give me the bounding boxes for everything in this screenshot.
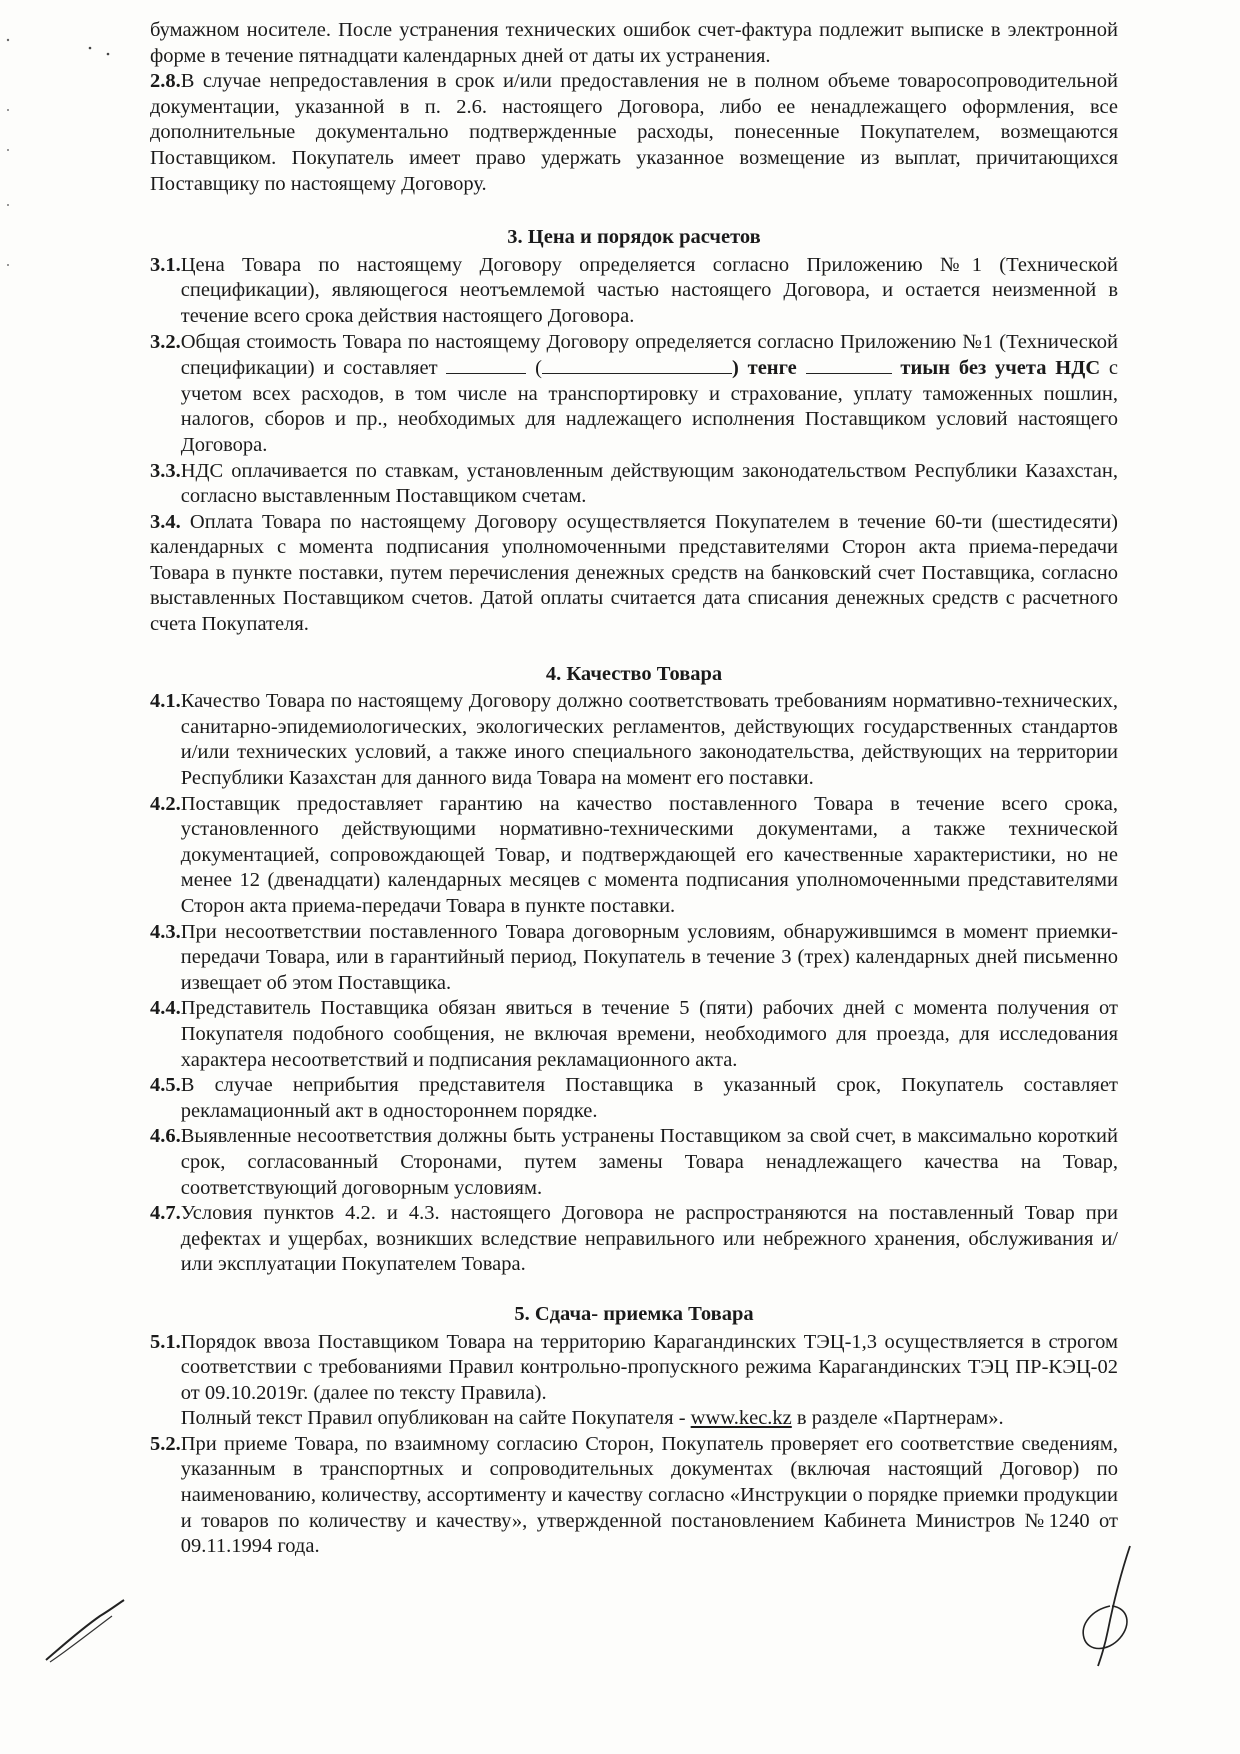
clause-number: 4.1.: [150, 690, 181, 713]
clause-text: Цена Товара по настоящему Договору определяется согласно Приложению №1 (Технической спецификации), являющегося неотъемлемой частью настоящего Договора, и остается неизменной в течение всего срока действия настоящего Договора.: [180, 253, 1118, 327]
section-title-3: 3. Цена и порядок расчетов: [507, 226, 761, 249]
clause-5-2: [150, 1432, 1118, 1560]
clause-3-3: [150, 459, 1118, 510]
clause-4-1: [150, 689, 1118, 791]
clause-number: 4.7.: [150, 1202, 181, 1225]
signature-right: [1070, 1540, 1150, 1670]
clause-text: Представитель Поставщика обязан явиться в течение 5 (пяти) рабочих дней с момента получения от Покупателя подобного сообщения, не включая времени, необходимого для проезда, для исследования характера несоответствий и подписания рекламационного акта.: [180, 997, 1118, 1071]
clause-number: 4.5.: [150, 1074, 181, 1097]
clause-text: При приеме Товара, по взаимному согласию Сторон, Покупатель проверяет его соответствие сведениям, указанным в транспортных и сопроводительных документах (включая настоящий Договор) по наименованию, количеству, ассортименту и качеству согласно «Инструкции о порядке приемки продукции и товаров по количеству и качеству», утвержденной постановлением Кабинета Министров №1240 от 09.11.1994 года.: [180, 1432, 1118, 1558]
clause-text: В случае неприбытия представителя Поставщика в указанный срок, Покупатель составляет рекламационный акт в одностороннем порядке.: [180, 1074, 1118, 1122]
scan-dots: [86, 42, 116, 62]
clause-number: 5.2.: [150, 1432, 181, 1455]
clause-4-5: [150, 1073, 1118, 1124]
clause-text: Условия пунктов 4.2. и 4.3. настоящего Договора не распространяются на поставленный Товар при дефектах и ущербах, возникших вследствие неправильного или небрежного хранения, обслуживания и/или эксплуатации Покупателем Товара.: [180, 1202, 1118, 1276]
clause-5-1: 5.1. Порядок ввоза Поставщиком Товара на территорию Карагандинских ТЭЦ-1,3 осуществляется в строгом соответствии с требованиями Правил контрольно-пропускного режима Карагандинских ТЭЦ ПР-КЭЦ-02 от 09.10.2019г. (далее по тексту Правила). Полный текст Правил опубликован на сайте Покупателя - www.kec.kz в разделе «Партнерам».: [150, 1330, 1118, 1430]
clause-number: 3.3.: [150, 459, 181, 482]
clause-number: 4.2.: [150, 792, 181, 815]
clause-number: 3.1.: [150, 253, 181, 276]
section-title-4: 4. Качество Товара: [545, 662, 723, 685]
clause-4-4: [150, 996, 1118, 1073]
clause-number: 4.6.: [150, 1125, 181, 1148]
amount-words-blank-field[interactable]: [542, 355, 732, 374]
clause-number: 2.8.: [150, 70, 181, 93]
tiyn-blank-field[interactable]: [806, 355, 892, 374]
amount-blank-field[interactable]: [446, 355, 526, 374]
website-link[interactable]: www.kec.kz: [690, 1407, 792, 1430]
vat-note: тиын без учета НДС: [900, 357, 1101, 380]
clause-text: В случае непредоставления в срок и/или предоставления не в полном объеме товаросопроводительной документации, указанной в п. 2.6. настоящего Договора, либо ее ненадлежащего оформления, все дополнительные документально подтвержденные расходы, понесенные Покупателем, возмещаются Поставщиком. Покупатель имеет право удержать указанное возмещение из выплат, причитающихся Поставщику по настоящему Договору.: [150, 70, 1118, 195]
section-title-5: 5. Сдача- приемка Товара: [514, 1302, 754, 1325]
clause-number: 4.3.: [150, 920, 181, 943]
clause-4-3: [150, 920, 1118, 997]
clause-text: Выявленные несоответствия должны быть устранены Поставщиком за свой счет, в максимально короткий срок, согласованный Сторонами, путем замены Товара ненадлежащего качества на Товар, соответствующий договорным условиям.: [180, 1125, 1118, 1199]
clause-number: 5.1.: [150, 1330, 181, 1353]
clause-text: Оплата Товара по настоящему Договору осуществляется Покупателем в течение 60-ти (шестидесяти) календарных с момента подписания уполномоченными представителями Сторон акта приема-передачи Товара в пункте поставки, путем перечисления денежных средств на банковский счет Поставщика, согласно выставленных Поставщиком счетов. Датой оплаты считается дата списания денежных средств с расчетного счета Покупателя.: [150, 510, 1118, 636]
clause-3-2: 3.2. Общая стоимость Товара по настоящему Договору определяется согласно Приложению №1 (Технической спецификации) и составляет ( ) тенге тиын без учета НДС с учетом всех расходов, в том числе на транспортировку и страхование, уплату таможенных пошлин, налогов, сборов и пр., необходимых для надлежащего исполнения Поставщиком условий настоящего Договора.: [150, 330, 1119, 456]
clause-3-1: [150, 253, 1118, 330]
clause-text: Качество Товара по настоящему Договору должно соответствовать требованиям нормативно-технических, санитарно-эпидемиологических, экологических регламентов, действующих государственных стандартов и/или технических условий, а также иного специального законодательства, действующих на территории Республики Казахстан для данного вида Товара на момент его поставки.: [180, 690, 1118, 790]
clause-2-8: [150, 69, 1118, 197]
clause-number: 3.4.: [150, 510, 181, 533]
clause-number: 4.4.: [150, 997, 181, 1020]
clause-text: Порядок ввоза Поставщиком Товара на территорию Карагандинских ТЭЦ-1,3 осуществляется в строгом соответствии с требованиями Правил контрольно-пропускного режима Карагандинских ТЭЦ ПР-КЭЦ-02 от 09.10.2019г. (далее по тексту Правила).: [180, 1330, 1118, 1404]
clause-4-6: [150, 1124, 1118, 1201]
clause-number: 3.2.: [150, 330, 181, 353]
signature-left: [40, 1590, 130, 1670]
clause-4-7: [150, 1201, 1118, 1278]
clause-3-4: [150, 510, 1118, 638]
clause-4-2: [150, 792, 1118, 920]
text-continuation: бумажном носителе. После устранения технических ошибок счет-фактура подлежит выписке в электронной форме в течение пятнадцати календарных дней от даты их устранения.: [150, 19, 1118, 67]
clause-text: НДС оплачивается по ставкам, установленным действующим законодательством Республики Казахстан, согласно выставленным Поставщиком счетам.: [180, 459, 1118, 508]
clause-text: Поставщик предоставляет гарантию на качество поставленного Товара в течение всего срока, установленного действующими нормативно-техническими документами, а также технической документацией, сопровождающей Товар, и подтверждающей его качественные характеристики, но не менее 12 (двенадцати) календарных месяцев с момента подписания уполномоченными представителями Сторон акта приема-передачи Товара в пункте поставки.: [180, 792, 1118, 917]
document-page: [150, 18, 1118, 1560]
clause-text: Общая стоимость Товара по настоящему Договору определяется согласно Приложению №1 (Технической спецификации) и составляет: [180, 330, 1118, 380]
clause-text: При несоответствии поставленного Товара договорным условиям, обнаружившимся в момент приемки-передачи Товара, или в гарантийный период, Покупатель в течение 3 (трех) календарных дней письменно извещает об этом Поставщика.: [180, 920, 1118, 994]
scan-margin-marks: [0, 0, 60, 300]
